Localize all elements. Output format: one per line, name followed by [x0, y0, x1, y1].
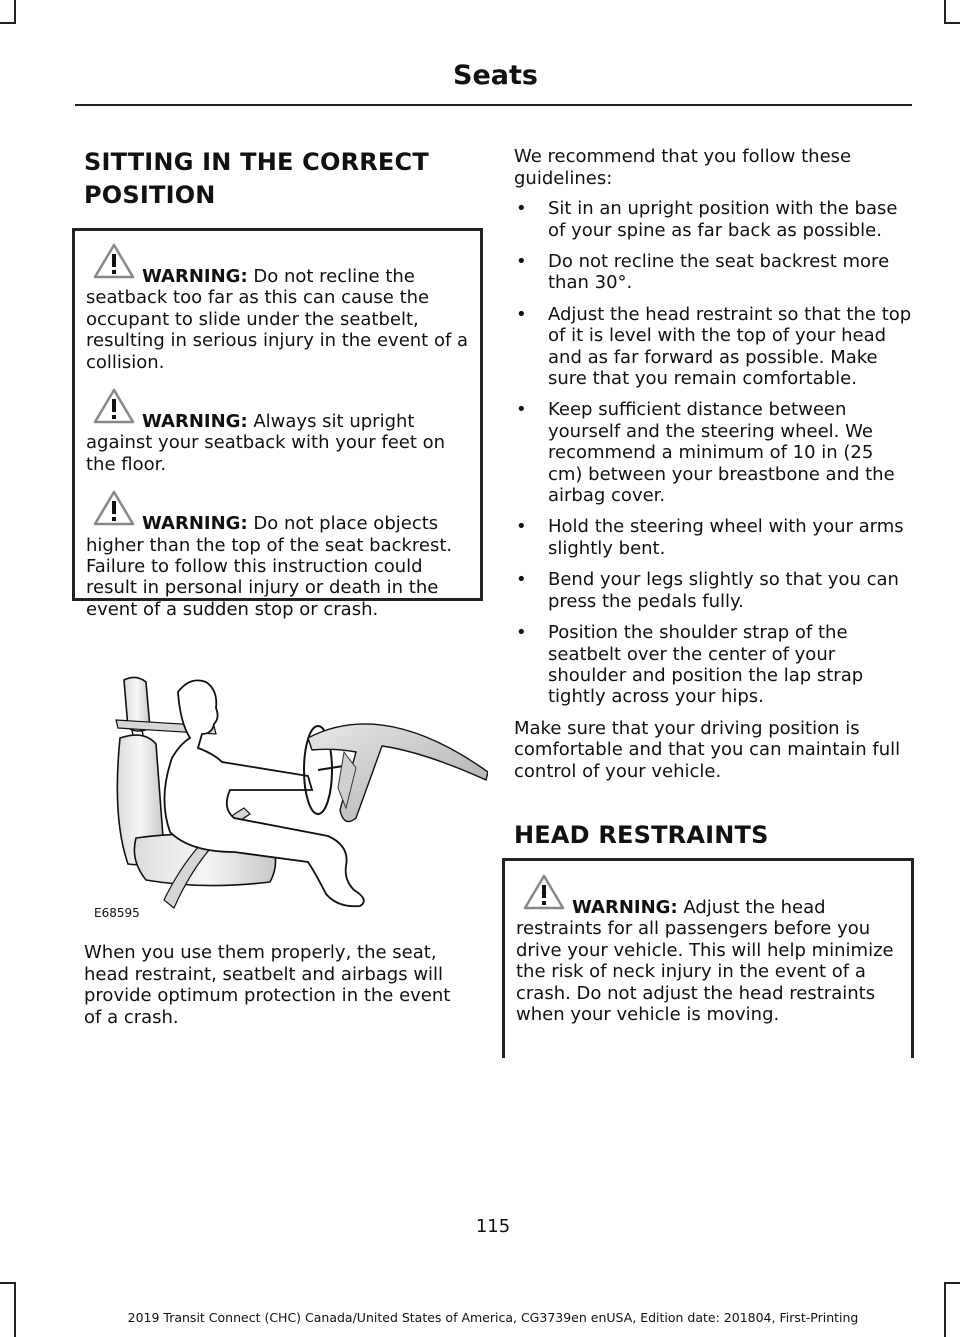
warning-item [86, 513, 470, 620]
guidelines-intro: We recommend that you follow these guidelines: [514, 146, 852, 189]
warning-label: WARNING: [142, 513, 248, 535]
closing-paragraph: Make sure that your driving position is comfortable and that you can maintain full control of your vehicle. [514, 717, 901, 782]
figure-caption-paragraph: When you use them properly, the seat, head restraint, seatbelt and airbags will provide optimum protection in the event of a crash. [84, 942, 451, 1028]
crop-mark [944, 22, 960, 24]
page-number: 115 [475, 1216, 511, 1237]
warning-text: Always sit upright against your seatback with your feet on the floor. [86, 411, 446, 475]
list-item: • Do not recline the seat backrest more than 30°. [514, 251, 912, 294]
warning-triangle-icon [92, 242, 136, 280]
warning-text: Do not recline the seatback too far as this can cause the occupant to slide under the seatbelt, resulting in serious injury in the event of a collision. [86, 266, 469, 373]
warning-text: Adjust the head restraints for all passengers before you drive your vehicle. This will help minimize the risk of neck injury in the event of a crash. Do not adjust the head restraints when your vehicle is moving. [516, 897, 894, 1026]
footer-edition-info: 2019 Transit Connect (CHC) Canada/United States of America, CG3739en enUSA, Edition date: 201804, First-Printing [127, 1310, 859, 1325]
guidelines-list [514, 198, 912, 708]
crop-mark [944, 1282, 960, 1284]
page-title: Seats [453, 60, 538, 91]
crop-mark [14, 0, 16, 22]
crop-mark [0, 22, 16, 24]
list-item: • Hold the steering wheel with your arms slightly bent. [514, 516, 912, 559]
crop-mark [944, 0, 946, 22]
warning-triangle-icon [92, 489, 136, 527]
heading-line: POSITION [84, 181, 216, 209]
warning-label: WARNING: [142, 266, 248, 287]
warning-box [72, 228, 483, 620]
section-heading-head-restraints: HEAD RESTRAINTS [514, 820, 769, 849]
warning-label: WARNING: [142, 411, 248, 433]
list-item: • Keep sufficient distance between yourself and the steering wheel. We recommend a minimum of 10 in (25 cm) between your breastbone and the airbag cover. [514, 399, 912, 506]
header-divider [75, 104, 912, 106]
left-column [84, 146, 484, 212]
warning-text: Do not place objects higher than the top of the seat backrest. Failure to follow this instruction could result in personal injury or death in the event of a sudden stop or crash. [86, 513, 453, 620]
warning-item [86, 411, 470, 475]
warning-box [502, 858, 914, 1058]
warning-item [516, 897, 901, 1025]
list-item: • Bend your legs slightly so that you can press the pedals fully. [514, 569, 912, 612]
warning-triangle-icon [522, 873, 566, 911]
heading-line: SITTING IN THE CORRECT [84, 148, 429, 176]
right-column [514, 146, 912, 852]
warning-item [86, 266, 470, 373]
section-heading-sitting [84, 146, 484, 212]
list-item: • Sit in an upright position with the base of your spine as far back as possible. [514, 198, 912, 241]
warning-triangle-icon [92, 387, 136, 425]
seating-position-illustration [94, 668, 488, 920]
list-item: • Adjust the head restraint so that the top of it is level with the top of your head and as far forward as possible. Make sure that you remain comfortable. [514, 304, 912, 390]
crop-mark [0, 1282, 16, 1284]
list-item: • Position the shoulder strap of the seatbelt over the center of your shoulder and position the lap strap tightly across your hips. [514, 622, 912, 708]
warning-label: WARNING: [572, 897, 678, 918]
figure-id: E68595 [94, 906, 140, 920]
